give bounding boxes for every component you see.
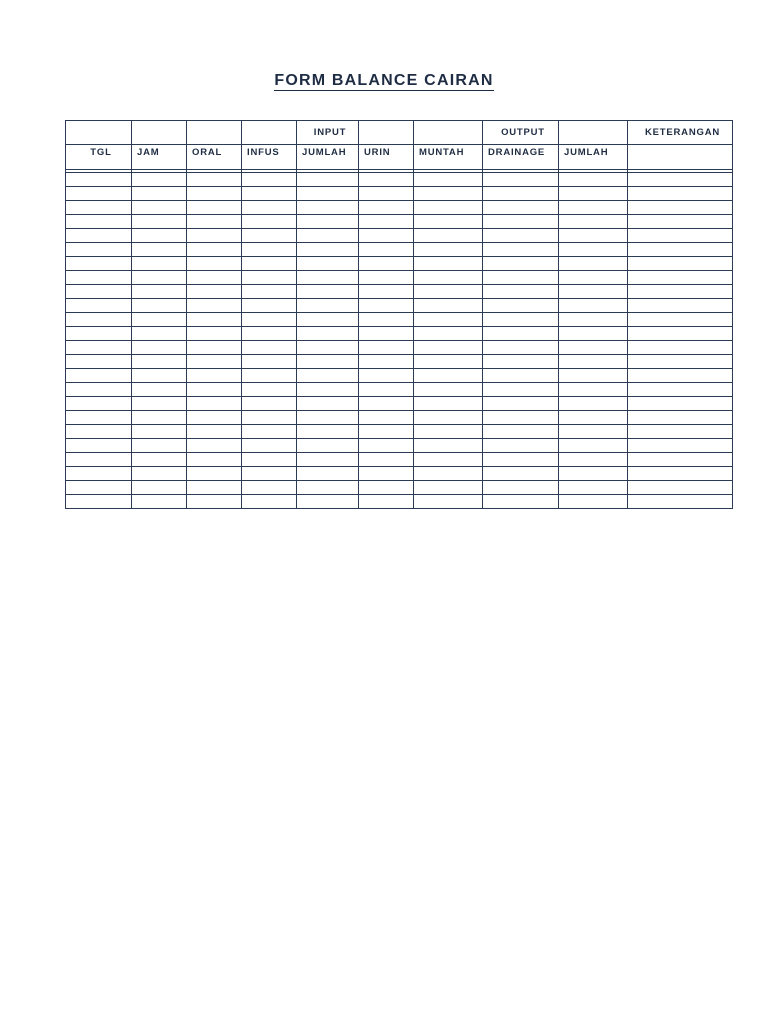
table-cell <box>628 369 733 383</box>
table-cell <box>414 285 483 299</box>
table-cell <box>559 229 628 243</box>
table-cell <box>66 229 132 243</box>
table-cell <box>559 257 628 271</box>
table-row <box>66 201 733 215</box>
table-row <box>66 355 733 369</box>
table-cell <box>628 425 733 439</box>
table-cell <box>66 201 132 215</box>
table-cell <box>359 383 414 397</box>
table-cell <box>359 411 414 425</box>
table-cell <box>483 439 559 453</box>
table-cell <box>359 439 414 453</box>
header-cell <box>414 121 483 145</box>
table-row <box>66 243 733 257</box>
table-cell <box>187 271 242 285</box>
table-cell <box>559 411 628 425</box>
table-cell <box>359 187 414 201</box>
table-cell <box>483 299 559 313</box>
table-cell <box>483 467 559 481</box>
table-cell <box>628 257 733 271</box>
table-cell <box>414 495 483 509</box>
table-cell <box>414 313 483 327</box>
table-cell <box>132 453 187 467</box>
table-cell <box>187 383 242 397</box>
table-cell <box>483 229 559 243</box>
table-cell <box>483 495 559 509</box>
table-cell <box>242 453 297 467</box>
table-cell <box>414 439 483 453</box>
table-cell <box>414 481 483 495</box>
table-cell <box>359 481 414 495</box>
table-cell <box>187 187 242 201</box>
table-cell <box>242 481 297 495</box>
table-cell <box>242 313 297 327</box>
table-cell <box>66 257 132 271</box>
table-row <box>66 313 733 327</box>
table-cell <box>132 383 187 397</box>
table-cell <box>297 173 359 187</box>
table-cell <box>297 397 359 411</box>
table-cell <box>359 313 414 327</box>
table-cell <box>483 411 559 425</box>
table-cell <box>483 173 559 187</box>
table-cell <box>132 299 187 313</box>
table-cell <box>242 271 297 285</box>
table-cell <box>414 173 483 187</box>
table-cell <box>132 313 187 327</box>
table-cell <box>628 481 733 495</box>
table-cell <box>297 411 359 425</box>
table-cell <box>66 397 132 411</box>
table-cell <box>359 215 414 229</box>
table-row <box>66 383 733 397</box>
table-cell <box>242 215 297 229</box>
table-cell <box>483 201 559 215</box>
table-cell <box>559 481 628 495</box>
table-row <box>66 187 733 201</box>
table-cell <box>297 243 359 257</box>
table-row <box>66 215 733 229</box>
column-header-output-jumlah: JUMLAH <box>559 145 628 170</box>
table-cell <box>66 215 132 229</box>
table-row <box>66 425 733 439</box>
table-cell <box>359 327 414 341</box>
table-cell <box>242 243 297 257</box>
table-cell <box>483 243 559 257</box>
table-row <box>66 229 733 243</box>
column-header-keterangan <box>628 145 733 170</box>
table-cell <box>187 369 242 383</box>
table-cell <box>297 285 359 299</box>
table-cell <box>66 453 132 467</box>
table-cell <box>297 495 359 509</box>
table-cell <box>66 173 132 187</box>
table-cell <box>187 257 242 271</box>
table-cell <box>414 327 483 341</box>
table-row <box>66 495 733 509</box>
table-cell <box>359 369 414 383</box>
column-header-urin: URIN <box>359 145 414 170</box>
table-cell <box>187 313 242 327</box>
table-cell <box>132 411 187 425</box>
table-cell <box>559 383 628 397</box>
table-cell <box>559 327 628 341</box>
table-cell <box>242 425 297 439</box>
table-cell <box>414 299 483 313</box>
table-cell <box>559 425 628 439</box>
table-cell <box>628 243 733 257</box>
table-cell <box>66 327 132 341</box>
table-cell <box>628 439 733 453</box>
table-cell <box>66 285 132 299</box>
table-cell <box>559 313 628 327</box>
table-cell <box>132 257 187 271</box>
header-cell <box>132 121 187 145</box>
table-cell <box>187 495 242 509</box>
table-cell <box>66 411 132 425</box>
table-cell <box>242 369 297 383</box>
table-cell <box>242 173 297 187</box>
table-cell <box>132 201 187 215</box>
table-cell <box>483 341 559 355</box>
table-cell <box>66 383 132 397</box>
table-cell <box>559 299 628 313</box>
table-cell <box>297 439 359 453</box>
table-cell <box>242 383 297 397</box>
table-cell <box>628 411 733 425</box>
table-row <box>66 453 733 467</box>
table-cell <box>297 229 359 243</box>
table-cell <box>414 397 483 411</box>
table-cell <box>483 425 559 439</box>
table-cell <box>242 229 297 243</box>
table-cell <box>297 257 359 271</box>
table-cell <box>66 439 132 453</box>
table-cell <box>559 439 628 453</box>
table-cell <box>187 243 242 257</box>
table-cell <box>132 481 187 495</box>
table-cell <box>242 201 297 215</box>
table-cell <box>559 453 628 467</box>
table-cell <box>628 187 733 201</box>
table-cell <box>132 425 187 439</box>
table-cell <box>359 173 414 187</box>
table-cell <box>66 369 132 383</box>
table-cell <box>242 411 297 425</box>
table-row <box>66 271 733 285</box>
table-cell <box>483 481 559 495</box>
table-cell <box>414 243 483 257</box>
table-cell <box>66 243 132 257</box>
table-cell <box>628 271 733 285</box>
table-cell <box>187 327 242 341</box>
table-cell <box>132 173 187 187</box>
table-cell <box>187 173 242 187</box>
table-cell <box>414 341 483 355</box>
table-cell <box>359 271 414 285</box>
table-cell <box>414 201 483 215</box>
page-title <box>0 72 768 90</box>
table-cell <box>414 383 483 397</box>
table-row <box>66 285 733 299</box>
table-cell <box>628 285 733 299</box>
table-cell <box>187 425 242 439</box>
table-cell <box>187 439 242 453</box>
table-cell <box>297 271 359 285</box>
column-header-jam: JAM <box>132 145 187 170</box>
table-cell <box>359 229 414 243</box>
table-row <box>66 327 733 341</box>
table-cell <box>242 285 297 299</box>
table-cell <box>414 467 483 481</box>
table-cell <box>187 229 242 243</box>
table-cell <box>297 201 359 215</box>
table-cell <box>297 299 359 313</box>
table-cell <box>187 285 242 299</box>
table-cell <box>66 313 132 327</box>
table-cell <box>414 425 483 439</box>
table-cell <box>559 397 628 411</box>
table-cell <box>483 397 559 411</box>
table-cell <box>359 355 414 369</box>
table-cell <box>628 397 733 411</box>
table-cell <box>483 187 559 201</box>
table-cell <box>414 229 483 243</box>
table-cell <box>187 411 242 425</box>
table-row <box>66 411 733 425</box>
table-cell <box>628 383 733 397</box>
table-cell <box>414 187 483 201</box>
table-cell <box>132 215 187 229</box>
table-cell <box>559 201 628 215</box>
table-cell <box>559 355 628 369</box>
table-cell <box>187 201 242 215</box>
table-cell <box>628 201 733 215</box>
table-cell <box>242 187 297 201</box>
table-row <box>66 299 733 313</box>
table-cell <box>66 355 132 369</box>
table-cell <box>297 327 359 341</box>
table-cell <box>559 215 628 229</box>
header-cell <box>66 121 132 145</box>
table-cell <box>297 481 359 495</box>
table-cell <box>242 355 297 369</box>
header-cell <box>242 121 297 145</box>
table-cell <box>628 229 733 243</box>
table-cell <box>297 355 359 369</box>
form-title: FORM BALANCE CAIRAN <box>274 72 494 89</box>
table-cell <box>187 215 242 229</box>
table-cell <box>359 257 414 271</box>
table-cell <box>66 425 132 439</box>
table-cell <box>66 341 132 355</box>
table-cell <box>483 355 559 369</box>
table-cell <box>559 341 628 355</box>
table-cell <box>132 467 187 481</box>
table-cell <box>359 201 414 215</box>
input-group-header: INPUT <box>297 121 359 145</box>
table-cell <box>483 453 559 467</box>
table-cell <box>483 327 559 341</box>
table-cell <box>132 439 187 453</box>
table-cell <box>132 369 187 383</box>
table-cell <box>297 383 359 397</box>
column-header-infus: INFUS <box>242 145 297 170</box>
table-cell <box>483 383 559 397</box>
table-cell <box>242 439 297 453</box>
table-cell <box>187 467 242 481</box>
table-cell <box>559 271 628 285</box>
column-header-input-jumlah: JUMLAH <box>297 145 359 170</box>
table-cell <box>628 495 733 509</box>
table-row <box>66 481 733 495</box>
table-cell <box>187 341 242 355</box>
table-cell <box>66 299 132 313</box>
table-cell <box>559 285 628 299</box>
table-cell <box>359 285 414 299</box>
table-row <box>66 397 733 411</box>
table-cell <box>628 453 733 467</box>
table-cell <box>359 341 414 355</box>
table-cell <box>359 495 414 509</box>
table-cell <box>414 453 483 467</box>
table-cell <box>628 355 733 369</box>
table-cell <box>242 495 297 509</box>
table-cell <box>297 313 359 327</box>
table-cell <box>483 369 559 383</box>
table-cell <box>297 369 359 383</box>
column-header-muntah: MUNTAH <box>414 145 483 170</box>
table-cell <box>483 285 559 299</box>
table-cell <box>559 495 628 509</box>
group-header-row <box>66 121 733 145</box>
table-row <box>66 257 733 271</box>
table-cell <box>242 341 297 355</box>
table-cell <box>359 299 414 313</box>
table-cell <box>414 257 483 271</box>
table-cell <box>483 271 559 285</box>
table-cell <box>628 173 733 187</box>
table-cell <box>628 299 733 313</box>
table-cell <box>297 425 359 439</box>
table-cell <box>132 355 187 369</box>
table-cell <box>359 467 414 481</box>
table-cell <box>559 467 628 481</box>
table-row <box>66 439 733 453</box>
table-cell <box>66 495 132 509</box>
table-cell <box>66 467 132 481</box>
table-cell <box>359 243 414 257</box>
table-cell <box>414 215 483 229</box>
table-cell <box>242 397 297 411</box>
table-cell <box>132 397 187 411</box>
table-cell <box>187 299 242 313</box>
table-cell <box>628 467 733 481</box>
keterangan-header: KETERANGAN <box>628 121 733 145</box>
table-cell <box>559 369 628 383</box>
table-cell <box>132 243 187 257</box>
table-cell <box>132 285 187 299</box>
table-cell <box>242 327 297 341</box>
table-cell <box>187 481 242 495</box>
table-cell <box>359 397 414 411</box>
table-cell <box>66 271 132 285</box>
table-cell <box>559 243 628 257</box>
table-cell <box>359 453 414 467</box>
table-cell <box>628 215 733 229</box>
table-cell <box>132 495 187 509</box>
column-header-oral: ORAL <box>187 145 242 170</box>
table-cell <box>66 481 132 495</box>
table-cell <box>132 327 187 341</box>
table-cell <box>187 453 242 467</box>
table-row <box>66 467 733 481</box>
header-cell <box>187 121 242 145</box>
table-cell <box>414 369 483 383</box>
table-cell <box>414 411 483 425</box>
column-header-row <box>66 145 733 170</box>
table-cell <box>483 257 559 271</box>
table-cell <box>242 299 297 313</box>
column-header-tgl: TGL <box>66 145 132 170</box>
table-cell <box>483 313 559 327</box>
output-group-header: OUTPUT <box>483 121 559 145</box>
table-cell <box>132 187 187 201</box>
table-cell <box>628 341 733 355</box>
table-cell <box>359 425 414 439</box>
table-cell <box>297 467 359 481</box>
table-cell <box>66 187 132 201</box>
table-cell <box>297 215 359 229</box>
table-cell <box>559 187 628 201</box>
table-cell <box>132 271 187 285</box>
table-cell <box>242 467 297 481</box>
fluid-balance-table <box>65 120 733 509</box>
table-cell <box>297 187 359 201</box>
header-cell <box>559 121 628 145</box>
table-cell <box>242 257 297 271</box>
table-row <box>66 173 733 187</box>
table-cell <box>628 327 733 341</box>
table-cell <box>628 313 733 327</box>
table-row <box>66 369 733 383</box>
column-header-drainage: DRAINAGE <box>483 145 559 170</box>
table-cell <box>414 355 483 369</box>
table-row <box>66 341 733 355</box>
header-cell <box>359 121 414 145</box>
table-cell <box>414 271 483 285</box>
table-cell <box>132 229 187 243</box>
table-cell <box>297 453 359 467</box>
table-cell <box>559 173 628 187</box>
table-cell <box>132 341 187 355</box>
table-cell <box>187 397 242 411</box>
table-cell <box>483 215 559 229</box>
table-cell <box>187 355 242 369</box>
table-cell <box>297 341 359 355</box>
